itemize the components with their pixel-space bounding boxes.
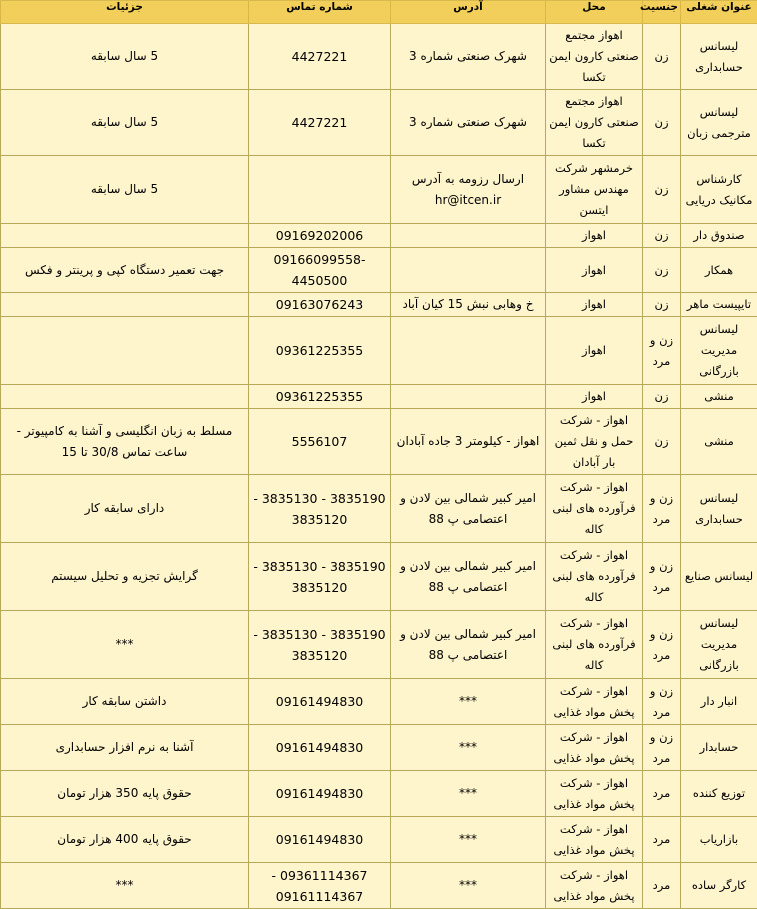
cell-details: داشتن سابقه کار: [1, 679, 249, 725]
cell-phone: 09161494830: [249, 725, 391, 771]
cell-phone: 4427221: [249, 24, 391, 90]
cell-title: توزیع کننده: [681, 771, 757, 817]
cell-title: لیسانس مترجمی زبان: [681, 90, 757, 156]
cell-details: گرایش تجزیه و تحلیل سیستم: [1, 543, 249, 611]
cell-gender: زن: [643, 224, 681, 248]
cell-location: اهواز - شرکت فرآورده های لبنی کاله: [546, 475, 643, 543]
cell-details: 5 سال سابقه: [1, 24, 249, 90]
cell-title: لیسانس مدیریت بازرگانی: [681, 611, 757, 679]
table-row: [1, 293, 757, 317]
cell-location: اهواز: [546, 317, 643, 385]
header-location: محل: [546, 1, 643, 24]
table-body: [1, 24, 757, 909]
cell-gender: مرد: [643, 863, 681, 909]
cell-phone: 5556107: [249, 409, 391, 475]
cell-gender: زن و مرد: [643, 725, 681, 771]
cell-title: لیسانس حسابداری: [681, 475, 757, 543]
cell-phone: 09361114367 - 09161114367: [249, 863, 391, 909]
table-row: [1, 611, 757, 679]
cell-title: صندوق دار: [681, 224, 757, 248]
cell-gender: زن: [643, 156, 681, 224]
cell-location: اهواز: [546, 248, 643, 293]
cell-details: حقوق پایه 350 هزار تومان: [1, 771, 249, 817]
cell-title: همکار: [681, 248, 757, 293]
cell-location: اهواز - شرکت فرآورده های لبنی کاله: [546, 543, 643, 611]
cell-gender: مرد: [643, 771, 681, 817]
cell-details: جهت تعمیر دستگاه کپی و پرینتر و فکس: [1, 248, 249, 293]
cell-title: منشی: [681, 385, 757, 409]
cell-gender: زن: [643, 24, 681, 90]
cell-location: اهواز - شرکت فرآورده های لبنی کاله: [546, 611, 643, 679]
cell-phone: 09361225355: [249, 317, 391, 385]
cell-gender: زن و مرد: [643, 317, 681, 385]
table-row: [1, 725, 757, 771]
cell-location: اهواز - شرکت حمل و نقل ثمین بار آبادان: [546, 409, 643, 475]
cell-title: لیسانس صنایع: [681, 543, 757, 611]
cell-gender: زن و مرد: [643, 679, 681, 725]
cell-address: خ وهابی نبش 15 کیان آباد: [391, 293, 546, 317]
table-row: [1, 475, 757, 543]
cell-gender: زن: [643, 409, 681, 475]
header-details: جزئیات: [1, 1, 249, 24]
cell-gender: زن: [643, 248, 681, 293]
cell-phone: 09169202006: [249, 224, 391, 248]
table-row: [1, 90, 757, 156]
cell-phone: 09161494830: [249, 817, 391, 863]
cell-gender: زن و مرد: [643, 611, 681, 679]
cell-address: [391, 248, 546, 293]
cell-details: دارای سابقه کار: [1, 475, 249, 543]
cell-address: امیر کبیر شمالی بین لادن و اعتصامی پ 88: [391, 475, 546, 543]
cell-title: لیسانس حسابداری: [681, 24, 757, 90]
table-row: [1, 543, 757, 611]
header-address: آدرس: [391, 1, 546, 24]
cell-location: اهواز مجتمع صنعتی کارون ایمن تکسا: [546, 90, 643, 156]
cell-phone: 3835190 - 3835130 - 3835120: [249, 475, 391, 543]
header-row: [1, 1, 757, 24]
cell-title: کارگر ساده: [681, 863, 757, 909]
cell-title: حسابدار: [681, 725, 757, 771]
cell-gender: زن و مرد: [643, 475, 681, 543]
cell-phone: 4427221: [249, 90, 391, 156]
cell-phone: 09161494830: [249, 771, 391, 817]
cell-address: اهواز - کیلومتر 3 جاده آبادان: [391, 409, 546, 475]
cell-address: شهرک صنعتی شماره 3: [391, 90, 546, 156]
cell-details: 5 سال سابقه: [1, 90, 249, 156]
table-row: [1, 385, 757, 409]
cell-details: 5 سال سابقه: [1, 156, 249, 224]
cell-details: حقوق پایه 400 هزار تومان: [1, 817, 249, 863]
cell-title: کارشناس مکانیک دریایی: [681, 156, 757, 224]
cell-location: اهواز مجتمع صنعتی کارون ایمن تکسا: [546, 24, 643, 90]
cell-phone: 3835190 - 3835130 - 3835120: [249, 611, 391, 679]
table-row: [1, 817, 757, 863]
header-title: عنوان شغلی: [681, 1, 757, 24]
cell-details: [1, 293, 249, 317]
cell-phone: 09166099558-4450500: [249, 248, 391, 293]
cell-title: منشی: [681, 409, 757, 475]
cell-phone: 09161494830: [249, 679, 391, 725]
cell-details: ***: [1, 863, 249, 909]
cell-gender: زن: [643, 293, 681, 317]
cell-gender: زن: [643, 90, 681, 156]
cell-address: ***: [391, 679, 546, 725]
cell-location: اهواز: [546, 385, 643, 409]
cell-location: اهواز - شرکت پخش مواد غذایی: [546, 817, 643, 863]
cell-phone: 3835190 - 3835130 - 3835120: [249, 543, 391, 611]
cell-location: اهواز - شرکت پخش مواد غذایی: [546, 771, 643, 817]
cell-address: شهرک صنعتی شماره 3: [391, 24, 546, 90]
cell-details: [1, 224, 249, 248]
table-row: [1, 679, 757, 725]
cell-address: امیر کبیر شمالی بین لادن و اعتصامی پ 88: [391, 543, 546, 611]
cell-address: [391, 224, 546, 248]
cell-location: اهواز - شرکت پخش مواد غذایی: [546, 725, 643, 771]
table-row: [1, 317, 757, 385]
table-row: [1, 863, 757, 909]
cell-phone: 09163076243: [249, 293, 391, 317]
cell-phone: 09361225355: [249, 385, 391, 409]
cell-phone: [249, 156, 391, 224]
cell-address: امیر کبیر شمالی بین لادن و اعتصامی پ 88: [391, 611, 546, 679]
cell-details: مسلط به زبان انگلیسی و آشنا به کامپیوتر - ساعت تماس 30/8 تا 15: [1, 409, 249, 475]
cell-gender: زن و مرد: [643, 543, 681, 611]
header-phone: شماره تماس: [249, 1, 391, 24]
cell-gender: مرد: [643, 817, 681, 863]
cell-address: ***: [391, 817, 546, 863]
cell-details: ***: [1, 611, 249, 679]
cell-address: ***: [391, 725, 546, 771]
cell-title: بازاریاب: [681, 817, 757, 863]
cell-details: [1, 317, 249, 385]
cell-title: تایپیست ماهر: [681, 293, 757, 317]
table-row: [1, 224, 757, 248]
cell-location: اهواز: [546, 224, 643, 248]
cell-address: ارسال رزومه به آدرس hr@itcen.ir: [391, 156, 546, 224]
cell-address: ***: [391, 771, 546, 817]
table-row: [1, 24, 757, 90]
cell-details: آشنا به نرم افزار حسابداری: [1, 725, 249, 771]
cell-details: [1, 385, 249, 409]
table-row: [1, 409, 757, 475]
table-row: [1, 771, 757, 817]
cell-address: [391, 385, 546, 409]
cell-location: خرمشهر شرکت مهندس مشاور ایتسن: [546, 156, 643, 224]
header-gender: جنسیت: [643, 1, 681, 24]
table-header: [1, 1, 757, 24]
cell-location: اهواز: [546, 293, 643, 317]
cell-address: ***: [391, 863, 546, 909]
cell-title: انبار دار: [681, 679, 757, 725]
table-row: [1, 156, 757, 224]
cell-address: [391, 317, 546, 385]
cell-gender: زن: [643, 385, 681, 409]
table-row: [1, 248, 757, 293]
cell-location: اهواز - شرکت پخش مواد غذایی: [546, 679, 643, 725]
cell-title: لیسانس مدیریت بازرگانی: [681, 317, 757, 385]
cell-location: اهواز - شرکت پخش مواد غذایی: [546, 863, 643, 909]
